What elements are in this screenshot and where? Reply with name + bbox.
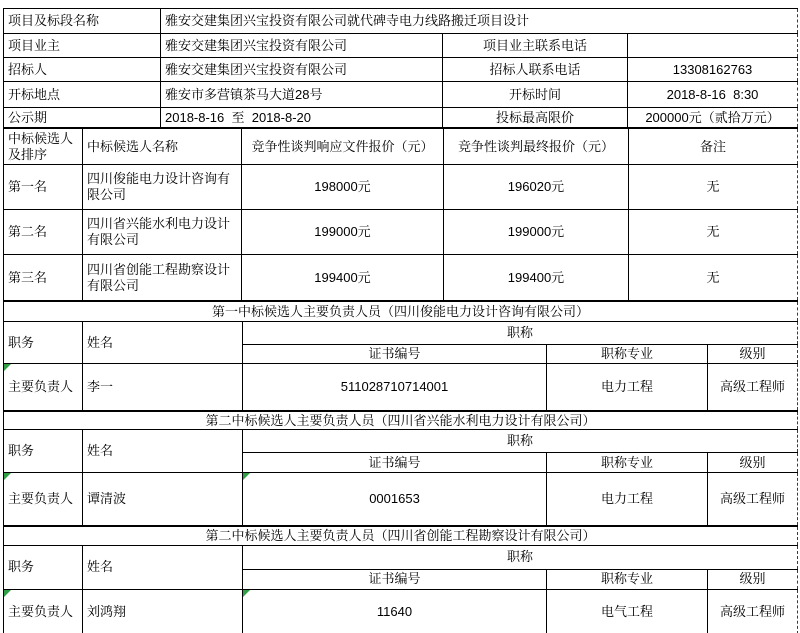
- major: 电力工程: [547, 473, 708, 526]
- green-corner-marker-icon: [243, 590, 250, 597]
- position-header: 职务: [4, 545, 83, 589]
- candidate-row-3: [4, 255, 798, 301]
- position-header: 职务: [4, 322, 83, 364]
- position-cell: [4, 473, 83, 526]
- owner-value: 雅安交建集团兴宝投资有限公司: [161, 34, 443, 58]
- winner-3-staff-table: [3, 526, 798, 633]
- person-name: 谭清波: [83, 473, 243, 526]
- candidate-remark: 无: [629, 210, 798, 255]
- cert-number: 0001653: [369, 491, 420, 507]
- title-group-header: 职称: [243, 322, 798, 345]
- green-corner-marker-icon: [4, 364, 11, 371]
- name-header: 姓名: [83, 545, 243, 589]
- project-name-label: 项目及标段名称: [4, 9, 161, 34]
- col-header-rank: 中标候选人及排序: [4, 129, 83, 165]
- position-text: 主要负责人: [8, 491, 74, 507]
- major-header: 职称专业: [547, 345, 708, 364]
- level: 高级工程师: [708, 473, 798, 526]
- candidate-remark: 无: [629, 255, 798, 301]
- candidate-final-price: 199400元: [444, 255, 629, 301]
- project-info-table: [3, 8, 798, 128]
- cert-number-cell: [243, 473, 547, 526]
- level: 高级工程师: [708, 363, 798, 410]
- candidate-final-price: 199000元: [444, 210, 629, 255]
- col-header-remark: 备注: [629, 129, 798, 165]
- major-header: 职称专业: [547, 569, 708, 589]
- level-header: 级别: [708, 569, 798, 589]
- tenderer-phone-value: 13308162763: [628, 58, 798, 82]
- person-name: 李一: [83, 363, 243, 410]
- title-group-header: 职称: [243, 430, 798, 453]
- level-header: 级别: [708, 453, 798, 473]
- section-title: 第一中标候选人主要负责人员（四川俊能电力设计咨询有限公司）: [4, 302, 798, 322]
- open-time-value: 2018-8-16 8:30: [628, 82, 798, 108]
- candidate-name: 四川省创能工程勘察设计有限公司: [83, 255, 242, 301]
- green-corner-marker-icon: [4, 590, 11, 597]
- open-place-label: 开标地点: [4, 82, 161, 108]
- candidate-rank: 第二名: [4, 210, 83, 255]
- candidate-rank: 第一名: [4, 165, 83, 210]
- cert-header: 证书编号: [243, 569, 547, 589]
- section-title: 第二中标候选人主要负责人员（四川省兴能水利电力设计有限公司）: [4, 411, 798, 430]
- candidate-name: 四川省兴能水利电力设计有限公司: [83, 210, 242, 255]
- candidate-doc-price: 198000元: [242, 165, 444, 210]
- owner-phone-label: 项目业主联系电话: [443, 34, 628, 58]
- major-header: 职称专业: [547, 453, 708, 473]
- green-corner-marker-icon: [243, 473, 250, 480]
- staff-row: [4, 473, 798, 526]
- candidate-name: 四川俊能电力设计咨询有限公司: [83, 165, 242, 210]
- candidate-rank: 第三名: [4, 255, 83, 301]
- cert-header: 证书编号: [243, 345, 547, 364]
- name-header: 姓名: [83, 322, 243, 364]
- level: 高级工程师: [708, 589, 798, 633]
- project-name-value: 雅安交建集团兴宝投资有限公司就代碑寺电力线路搬迁项目设计: [161, 9, 798, 34]
- max-price-label: 投标最高限价: [443, 108, 628, 128]
- open-time-label: 开标时间: [443, 82, 628, 108]
- candidate-final-price: 196020元: [444, 165, 629, 210]
- level-header: 级别: [708, 345, 798, 364]
- tenderer-phone-label: 招标人联系电话: [443, 58, 628, 82]
- candidate-row-2: [4, 210, 798, 255]
- tenderer-value: 雅安交建集团兴宝投资有限公司: [161, 58, 443, 82]
- cert-number-cell: [243, 589, 547, 633]
- major: 电力工程: [547, 363, 708, 410]
- section-title: 第二中标候选人主要负责人员（四川省创能工程勘察设计有限公司）: [4, 527, 798, 546]
- publicity-period-value: 2018-8-16 至 2018-8-20: [161, 108, 443, 128]
- position-cell: [4, 363, 83, 410]
- major: 电气工程: [547, 589, 708, 633]
- candidates-table: [3, 128, 798, 301]
- owner-label: 项目业主: [4, 34, 161, 58]
- cert-header: 证书编号: [243, 453, 547, 473]
- result-table-area: [3, 8, 797, 633]
- staff-row: [4, 589, 798, 633]
- max-price-value: 200000元（贰拾万元）: [628, 108, 798, 128]
- cert-number: 511028710714001: [243, 363, 547, 410]
- candidate-doc-price: 199000元: [242, 210, 444, 255]
- tenderer-label: 招标人: [4, 58, 161, 82]
- staff-row: [4, 363, 798, 410]
- publicity-period-label: 公示期: [4, 108, 161, 128]
- owner-phone-value: [628, 34, 798, 58]
- winner-2-staff-table: [3, 411, 798, 527]
- open-place-value: 雅安市多营镇茶马大道28号: [161, 82, 443, 108]
- title-group-header: 职称: [243, 545, 798, 569]
- position-cell: [4, 589, 83, 633]
- candidate-row-1: [4, 165, 798, 210]
- position-text: 主要负责人: [8, 603, 74, 619]
- col-header-name: 中标候选人名称: [83, 129, 242, 165]
- cert-number: 11640: [376, 603, 413, 619]
- name-header: 姓名: [83, 430, 243, 473]
- position-text: 主要负责人: [8, 378, 74, 394]
- person-name: 刘鸿翔: [83, 589, 243, 633]
- winner-1-staff-table: [3, 301, 798, 411]
- col-header-final-price: 竞争性谈判最终报价（元）: [444, 129, 629, 165]
- position-header: 职务: [4, 430, 83, 473]
- col-header-doc-price: 竞争性谈判响应文件报价（元）: [242, 129, 444, 165]
- candidate-remark: 无: [629, 165, 798, 210]
- candidate-doc-price: 199400元: [242, 255, 444, 301]
- green-corner-marker-icon: [4, 473, 11, 480]
